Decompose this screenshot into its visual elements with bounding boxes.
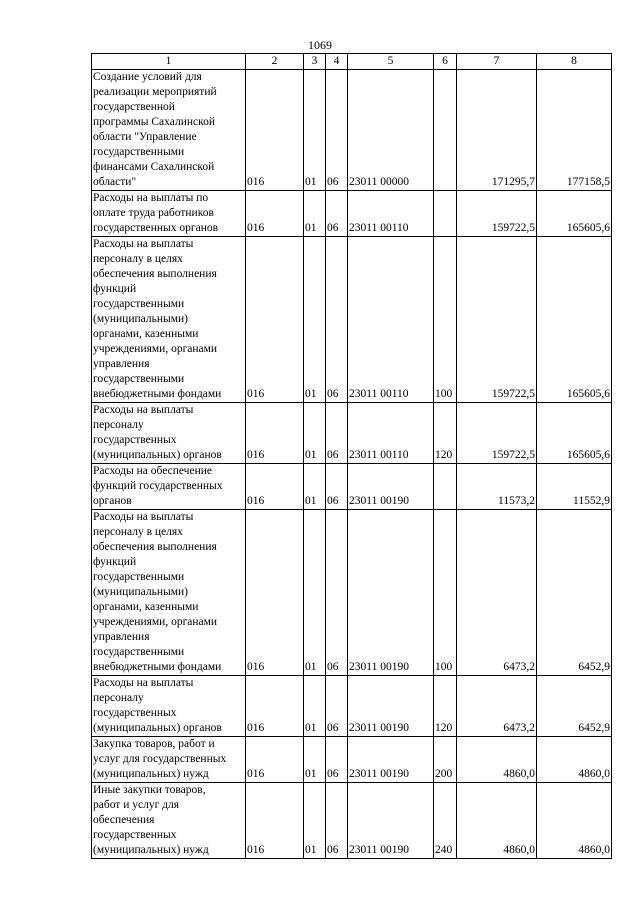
expense-type-code: [434, 70, 457, 191]
chapter-code: 016: [246, 464, 304, 510]
expense-type-code: 120: [434, 676, 457, 737]
target-article-code: 23011 00190: [348, 676, 434, 737]
amount-col8: 6452,9: [537, 676, 612, 737]
amount-col7: 11573,2: [457, 464, 537, 510]
amount-col7: 159722,5: [457, 403, 537, 464]
subsection-code: 06: [326, 676, 348, 737]
target-article-code: 23011 00110: [348, 191, 434, 237]
amount-col7: 159722,5: [457, 237, 537, 403]
row-description: Расходы на выплаты по оплате труда работников государственных органов: [92, 191, 246, 237]
amount-col8: 165605,6: [537, 237, 612, 403]
section-code: 01: [304, 510, 326, 676]
expense-type-code: 100: [434, 510, 457, 676]
amount-col8: 177158,5: [537, 70, 612, 191]
section-code: 01: [304, 676, 326, 737]
chapter-code: 016: [246, 737, 304, 783]
chapter-code: 016: [246, 510, 304, 676]
table-row: [92, 510, 612, 676]
section-code: 01: [304, 464, 326, 510]
section-code: 01: [304, 783, 326, 859]
table-row: [92, 676, 612, 737]
section-code: 01: [304, 191, 326, 237]
column-header: 7: [457, 54, 537, 70]
expense-type-code: [434, 191, 457, 237]
row-description: Закупка товаров, работ и услуг для государственных (муниципальных) нужд: [92, 737, 246, 783]
page-number: 1069: [308, 38, 332, 52]
amount-col8: 6452,9: [537, 510, 612, 676]
chapter-code: 016: [246, 191, 304, 237]
table-row: [92, 191, 612, 237]
target-article-code: 23011 00000: [348, 70, 434, 191]
amount-col7: 4860,0: [457, 737, 537, 783]
row-description: Иные закупки товаров, работ и услуг для обеспечения государственных (муниципальных) нужд: [92, 783, 246, 859]
expense-type-code: 200: [434, 737, 457, 783]
row-description: Расходы на выплаты персоналу в целях обеспечения выполнения функций государственными (муниципальными) органами, казенными учреждениями, органами управления государственными внебюджетными фондами: [92, 237, 246, 403]
subsection-code: 06: [326, 464, 348, 510]
section-code: 01: [304, 737, 326, 783]
row-description: Расходы на выплаты персоналу государственных (муниципальных) органов: [92, 403, 246, 464]
amount-col7: 4860,0: [457, 783, 537, 859]
budget-table: [91, 53, 612, 859]
target-article-code: 23011 00110: [348, 403, 434, 464]
column-header: 4: [326, 54, 348, 70]
row-description: Расходы на выплаты персоналу государственных (муниципальных) органов: [92, 676, 246, 737]
chapter-code: 016: [246, 403, 304, 464]
column-header: 2: [246, 54, 304, 70]
target-article-code: 23011 00190: [348, 464, 434, 510]
column-header: 8: [537, 54, 612, 70]
amount-col7: 171295,7: [457, 70, 537, 191]
subsection-code: 06: [326, 191, 348, 237]
table-row: [92, 237, 612, 403]
table-header-row: [92, 54, 612, 70]
subsection-code: 06: [326, 737, 348, 783]
amount-col8: 11552,9: [537, 464, 612, 510]
subsection-code: 06: [326, 510, 348, 676]
section-code: 01: [304, 70, 326, 191]
subsection-code: 06: [326, 783, 348, 859]
table-row: [92, 403, 612, 464]
table-row: [92, 464, 612, 510]
column-header: 6: [434, 54, 457, 70]
row-description: Расходы на обеспечение функций государственных органов: [92, 464, 246, 510]
chapter-code: 016: [246, 70, 304, 191]
amount-col7: 159722,5: [457, 191, 537, 237]
chapter-code: 016: [246, 237, 304, 403]
column-header: 5: [348, 54, 434, 70]
table-row: [92, 70, 612, 191]
table-row: [92, 737, 612, 783]
amount-col8: 165605,6: [537, 191, 612, 237]
expense-type-code: 100: [434, 237, 457, 403]
target-article-code: 23011 00190: [348, 783, 434, 859]
expense-type-code: 240: [434, 783, 457, 859]
target-article-code: 23011 00190: [348, 737, 434, 783]
amount-col8: 165605,6: [537, 403, 612, 464]
amount-col7: 6473,2: [457, 676, 537, 737]
amount-col8: 4860,0: [537, 783, 612, 859]
chapter-code: 016: [246, 783, 304, 859]
row-description: Создание условий для реализации мероприятий государственной программы Сахалинской области "Управление государственными финансами Сахалинской области": [92, 70, 246, 191]
subsection-code: 06: [326, 70, 348, 191]
subsection-code: 06: [326, 403, 348, 464]
chapter-code: 016: [246, 676, 304, 737]
expense-type-code: 120: [434, 403, 457, 464]
column-header: 3: [304, 54, 326, 70]
section-code: 01: [304, 237, 326, 403]
target-article-code: 23011 00190: [348, 510, 434, 676]
table-row: [92, 783, 612, 859]
section-code: 01: [304, 403, 326, 464]
subsection-code: 06: [326, 237, 348, 403]
row-description: Расходы на выплаты персоналу в целях обеспечения выполнения функций государственными (муниципальными) органами, казенными учреждениями, органами управления государственными внебюджетными фондами: [92, 510, 246, 676]
target-article-code: 23011 00110: [348, 237, 434, 403]
expense-type-code: [434, 464, 457, 510]
amount-col8: 4860,0: [537, 737, 612, 783]
column-header: 1: [92, 54, 246, 70]
amount-col7: 6473,2: [457, 510, 537, 676]
